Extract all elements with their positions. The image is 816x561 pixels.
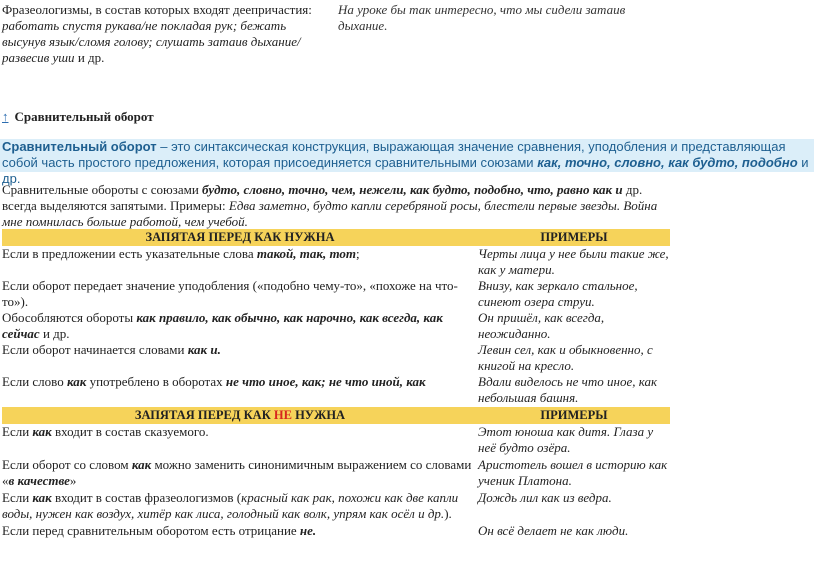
rule-example: Он всё делает не как люди. xyxy=(478,523,629,538)
header-comma-not-needed xyxy=(2,407,478,424)
rule-example: Он пришёл, как всегда, неожиданно. xyxy=(478,310,605,341)
rule-example: Дождь лил как из ведра. xyxy=(478,490,612,505)
table-row xyxy=(2,342,670,374)
section-title: Сравнительный оборот xyxy=(14,109,154,124)
back-to-top-link[interactable]: ↑ xyxy=(2,109,9,124)
rule-text: Если оборот передает значение уподобления («подобно чему-то», «похоже на что-то»). xyxy=(2,278,458,309)
header-text: НУЖНА xyxy=(291,408,346,422)
rule-text: Если перед сравнительным оборотом есть отрицание xyxy=(2,523,300,538)
rule-text: Если слово xyxy=(2,374,67,389)
rule-keywords: как правило, как обычно, как нарочно, как всегда, как сейчас xyxy=(2,310,443,341)
header-comma-needed: ЗАПЯТАЯ ПЕРЕД КАК НУЖНА xyxy=(145,230,335,244)
rule-text: Обособляются обороты xyxy=(2,310,137,325)
rule-example-inline: красный как рак, похожи как две капли воды, нужен как воздух, хитёр как лиса, голодный как волк, упрям как осёл и др. xyxy=(2,490,459,521)
phraseologism-example: На уроке бы так интересно, что мы сидели затаив дыхание. xyxy=(338,2,626,33)
rule-example: Аристотель вошел в историю как ученик Платона. xyxy=(478,457,668,488)
rule-keywords: не что иное, как; не что иной, как xyxy=(225,374,426,389)
rule-text: Если оборот со словом xyxy=(2,457,132,472)
table-row xyxy=(2,424,670,457)
rule-example: Левин сел, как и обыкновенно, с книгой на кресло. xyxy=(478,342,653,373)
definition-term: Сравнительный оборот xyxy=(2,139,157,154)
rules-paragraph xyxy=(2,182,672,230)
rule-text: ). xyxy=(444,506,452,521)
rule-text: употреблено в оборотах xyxy=(86,374,226,389)
rule-keywords: в качестве xyxy=(8,473,70,488)
table-row xyxy=(2,310,670,342)
rule-text: Если xyxy=(2,424,33,439)
rule-text: » xyxy=(69,473,77,488)
rule-keywords: такой, так, тот xyxy=(256,246,357,261)
rule-text: Если в предложении есть указательные слова xyxy=(2,246,257,261)
rule-keywords: как xyxy=(131,457,152,472)
header-examples: ПРИМЕРЫ xyxy=(540,408,608,422)
rule-text: и др. xyxy=(39,326,70,341)
section-heading xyxy=(2,109,154,125)
table-row xyxy=(2,374,670,407)
rule-keywords: как xyxy=(32,424,52,439)
rule-text: входит в состав сказуемого. xyxy=(51,424,209,439)
rule-text: ; xyxy=(356,246,360,261)
phraseologism-note xyxy=(2,2,332,66)
rule-example: Вдали виделось не что иное, как небольшая башня. xyxy=(478,374,658,405)
header-text: ЗАПЯТАЯ ПЕРЕД КАК xyxy=(134,408,274,422)
header-examples: ПРИМЕРЫ xyxy=(540,230,608,244)
definition-text-1: – это синтаксическая конструкция, выражающая значение сравнения, уподобления и представляющая собой часть простого предложения, которая присоединяется сравнительными союзами xyxy=(2,139,786,170)
rules-examples: Едва заметно, будто капли серебряной росы, блестели первые звезды. Война мне помнилась больше работой, чем учебой. xyxy=(2,198,658,229)
table-row xyxy=(2,523,670,540)
definition-conjunctions: как, точно, словно, как будто, подобно xyxy=(537,155,798,170)
rule-text: входит в состав фразеологизмов ( xyxy=(51,490,242,505)
rule-keywords: как xyxy=(66,374,87,389)
rule-keywords: как xyxy=(32,490,52,505)
rule-example: Этот юноша как дитя. Глаза у неё будто озёра. xyxy=(478,424,654,455)
table-row xyxy=(2,278,670,310)
table-header-needed xyxy=(2,229,670,246)
rule-example: Черты лица у нее были такие же, как у матери. xyxy=(478,246,669,277)
rules-conjunctions: будто, словно, точно, чем, нежели, как будто, подобно, что, равно как и xyxy=(202,182,623,197)
rule-example: Внизу, как зеркало стальное, синеют озера струи. xyxy=(478,278,638,309)
rule-text: Если xyxy=(2,490,33,505)
note-prefix: Фразеологизмы, в состав которых входят деепричастия: xyxy=(2,2,312,17)
header-red-word: НЕ xyxy=(273,408,292,422)
rule-text: можно заменить синонимичным выражением со словами « xyxy=(2,457,472,488)
table-row xyxy=(2,490,670,523)
rules-text-2: др. всегда выделяются запятыми. Примеры: xyxy=(2,182,643,213)
rule-keywords: как и. xyxy=(187,342,221,357)
definition-box xyxy=(0,139,814,186)
note-italic: работать спустя рукава/не покладая рук; бежать высунув язык/сломя голову; слушать затаив дыхание/развесив уши xyxy=(2,18,301,65)
rule-text: Если оборот начинается словами xyxy=(2,342,188,357)
table-row xyxy=(2,246,670,278)
table-row xyxy=(2,457,670,490)
comma-rules-table xyxy=(2,229,670,540)
rule-keywords: не. xyxy=(299,523,317,538)
definition-text-2: и др. xyxy=(2,155,809,186)
table-header-not-needed xyxy=(2,407,670,424)
rules-text-1: Сравнительные обороты с союзами xyxy=(2,182,203,197)
note-suffix: и др. xyxy=(74,50,105,65)
